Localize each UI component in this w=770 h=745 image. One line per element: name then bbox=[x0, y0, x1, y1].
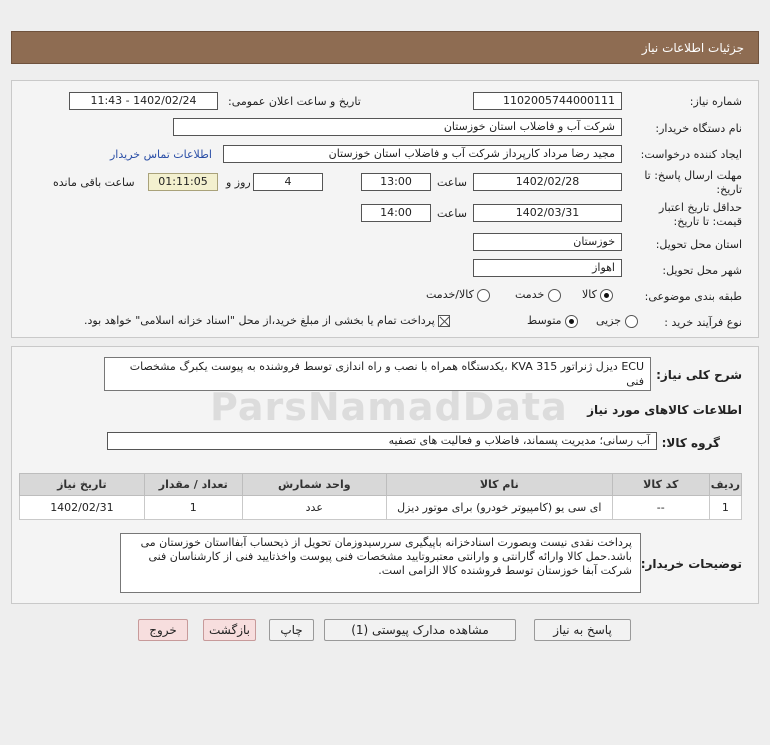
days-label: روز و bbox=[226, 176, 251, 189]
remaining-time-field: 01:11:05 bbox=[148, 173, 218, 191]
goods-group-field: آب رسانی؛ مدیریت پسماند، فاضلاب و فعالیت های تصفیه bbox=[107, 432, 657, 450]
city-label: شهر محل تحویل: bbox=[662, 264, 742, 277]
deadline-date-field: 1402/02/28 bbox=[473, 173, 622, 191]
page-header bbox=[11, 31, 759, 64]
buyer-notes-label: توضیحات خریدار: bbox=[640, 557, 742, 571]
validity-time-field: 14:00 bbox=[361, 204, 431, 222]
need-number-field: 1102005744000111 bbox=[473, 92, 622, 110]
buyer-org-field: شرکت آب و فاضلاب استان خوزستان bbox=[173, 118, 622, 136]
validity-time-label: ساعت bbox=[437, 207, 467, 220]
category-option-goods-service[interactable]: کالا/خدمت bbox=[426, 288, 490, 302]
reply-button[interactable]: پاسخ به نیاز bbox=[534, 619, 631, 641]
cell-qty: 1 bbox=[144, 496, 242, 520]
exit-button[interactable]: خروج bbox=[138, 619, 188, 641]
table-header-row bbox=[20, 474, 742, 496]
attachments-button[interactable]: مشاهده مدارک پیوستی (1) bbox=[324, 619, 516, 641]
category-option-goods[interactable]: کالا bbox=[582, 288, 613, 302]
deadline-time-label: ساعت bbox=[437, 176, 467, 189]
goods-table bbox=[19, 473, 742, 520]
watermark: ParsNamadData bbox=[210, 385, 568, 429]
cell-name: ای سی یو (کامپیوتر خودرو) برای موتور دیزل bbox=[386, 496, 612, 520]
announce-label: تاریخ و ساعت اعلان عمومی: bbox=[228, 95, 361, 108]
col-code: کد کالا bbox=[612, 474, 709, 496]
summary-label: شرح کلی نیاز: bbox=[656, 368, 742, 382]
cell-code: -- bbox=[612, 496, 709, 520]
checkbox-icon[interactable] bbox=[438, 315, 450, 327]
cell-date: 1402/02/31 bbox=[20, 496, 145, 520]
remaining-label: ساعت باقی مانده bbox=[53, 176, 135, 189]
validity-label: حداقل تاریخ اعتبار bbox=[658, 201, 742, 214]
col-qty: تعداد / مقدار bbox=[144, 474, 242, 496]
buyer-contact-link[interactable]: اطلاعات تماس خریدار bbox=[110, 148, 212, 161]
category-option-service[interactable]: خدمت bbox=[515, 288, 561, 302]
requester-field: مجید رضا مرداد کارپرداز شرکت آب و فاضلاب استان خوزستان bbox=[223, 145, 622, 163]
radio-icon[interactable] bbox=[548, 289, 561, 302]
province-field: خوزستان bbox=[473, 233, 622, 251]
goods-info-title: اطلاعات کالاهای مورد نیاز bbox=[587, 403, 742, 417]
radio-icon[interactable] bbox=[565, 315, 578, 328]
deadline-time-field: 13:00 bbox=[361, 173, 431, 191]
process-option-minor[interactable]: جزیی bbox=[596, 314, 638, 328]
need-number-label: شماره نیاز: bbox=[689, 95, 742, 108]
deadline-label: مهلت ارسال پاسخ: تا bbox=[644, 169, 742, 182]
col-unit: واحد شمارش bbox=[242, 474, 386, 496]
process-option-medium[interactable]: متوسط bbox=[527, 314, 578, 328]
category-label: طبقه بندی موضوعی: bbox=[644, 290, 742, 303]
province-label: استان محل تحویل: bbox=[655, 238, 742, 251]
requester-label: ایجاد کننده درخواست: bbox=[640, 148, 742, 161]
col-date: تاریخ نیاز bbox=[20, 474, 145, 496]
col-name: نام کالا bbox=[386, 474, 612, 496]
validity-label-2: قیمت: تا تاریخ: bbox=[673, 215, 742, 228]
cell-row: 1 bbox=[709, 496, 741, 520]
validity-date-field: 1402/03/31 bbox=[473, 204, 622, 222]
goods-group-label: گروه کالا: bbox=[661, 436, 720, 450]
cell-unit: عدد bbox=[242, 496, 386, 520]
radio-icon[interactable] bbox=[600, 289, 613, 302]
announce-field: 1402/02/24 - 11:43 bbox=[69, 92, 218, 110]
col-row: ردیف bbox=[709, 474, 741, 496]
process-label: نوع فرآیند خرید : bbox=[664, 316, 742, 329]
page-title: جزئیات اطلاعات نیاز bbox=[641, 41, 744, 55]
buyer-notes-field: پرداخت نقدی نیست وبصورت اسنادخزانه باپیگیری سررسیدوزمان تحویل از ذیحساب آبفااستان خوزستان می باشد.حمل کالا وارائه گارانتی و وارانتی معتبروتایید مشخصات فنی پیوست واخذتایید فنی از کارشناسان فنی شرکت آبفا خوزستان توسط فروشنده کالا الزامی است. bbox=[120, 533, 641, 593]
days-field: 4 bbox=[253, 173, 323, 191]
table-row bbox=[20, 496, 742, 520]
back-button[interactable]: بازگشت bbox=[203, 619, 256, 641]
summary-field: ECU دیزل ژنراتور KVA 315 ،یکدستگاه همراه با نصب و راه اندازی توسط فروشنده به پیوست یکبرگ مشخصات فنی bbox=[104, 357, 651, 391]
buyer-org-label: نام دستگاه خریدار: bbox=[655, 122, 742, 135]
radio-icon[interactable] bbox=[477, 289, 490, 302]
radio-icon[interactable] bbox=[625, 315, 638, 328]
deadline-label-2: تاریخ: bbox=[716, 183, 742, 196]
city-field: اهواز bbox=[473, 259, 622, 277]
print-button[interactable]: چاپ bbox=[269, 619, 314, 641]
payment-note: پرداخت تمام یا بخشی از مبلغ خرید،از محل "اسناد خزانه اسلامی" خواهد بود. bbox=[84, 314, 450, 327]
